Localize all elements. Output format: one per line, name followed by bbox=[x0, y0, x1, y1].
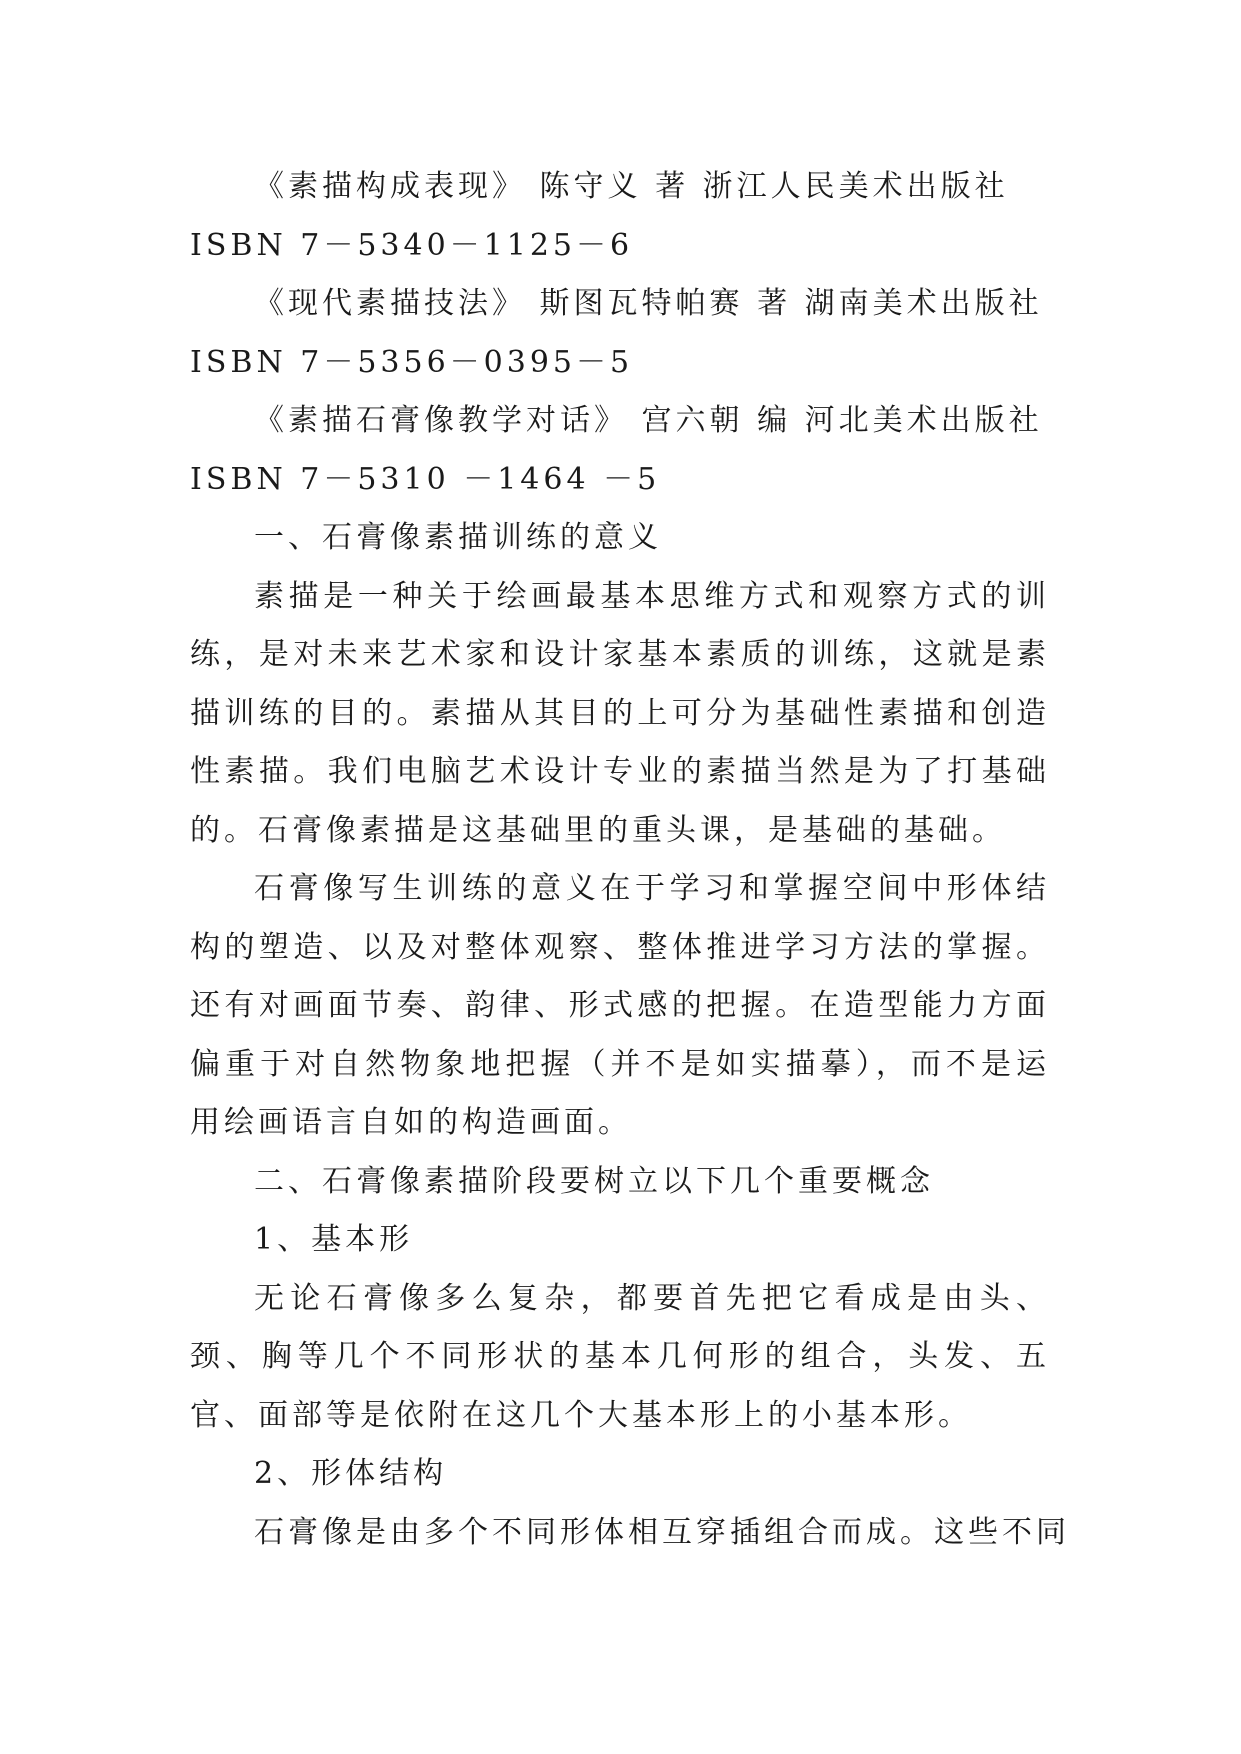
reference-entry-1-isbn: ISBN 7－5340－1125－6 bbox=[190, 227, 634, 263]
subheading-1: 1、基本形 bbox=[254, 1222, 414, 1257]
body-paragraph-2: 石膏像写生训练的意义在于学习和掌握空间中形体结构的塑造、以及对整体观察、整体推进学习方法的掌握。还有对画面节奏、韵律、形式感的把握。在造型能力方面偏重于对自然物象地把握（并不是如实描摹），而不是运用绘画语言自如的构造画面。 bbox=[190, 871, 1050, 1140]
body-paragraph-1: 素描是一种关于绘画最基本思维方式和观察方式的训练，是对未来艺术家和设计家基本素质的训练，这就是素描训练的目的。素描从其目的上可分为基础性素描和创造性素描。我们电脑艺术设计专业的素描当然是为了打基础的。石膏像素描是这基础里的重头课，是基础的基础。 bbox=[190, 578, 1050, 848]
document-body bbox=[190, 158, 1070, 1562]
reference-entry-2-title: 《现代素描技法》 斯图瓦特帕赛 著 湖南美术出版社 bbox=[254, 286, 1043, 321]
reference-entry-3-title: 《素描石膏像教学对话》 宫六朝 编 河北美术出版社 bbox=[254, 403, 1043, 438]
section-heading-2: 二、石膏像素描阶段要树立以下几个重要概念 bbox=[254, 1163, 934, 1199]
reference-entry-2-isbn: ISBN 7－5356－0395－5 bbox=[190, 344, 634, 380]
body-paragraph-3: 无论石膏像多么复杂，都要首先把它看成是由头、颈、胸等几个不同形状的基本几何形的组合，头发、五官、面部等是依附在这几个大基本形上的小基本形。 bbox=[190, 1280, 1050, 1433]
reference-entry-3-isbn: ISBN 7－5310 －1464 －5 bbox=[190, 461, 661, 497]
subheading-2: 2、形体结构 bbox=[254, 1456, 448, 1491]
body-paragraph-4: 石膏像是由多个不同形体相互穿插组合而成。这些不同 bbox=[254, 1514, 1070, 1550]
reference-entry-1-title: 《素描构成表现》 陈守义 著 浙江人民美术出版社 bbox=[254, 169, 1009, 204]
section-heading-1: 一、石膏像素描训练的意义 bbox=[254, 520, 662, 555]
